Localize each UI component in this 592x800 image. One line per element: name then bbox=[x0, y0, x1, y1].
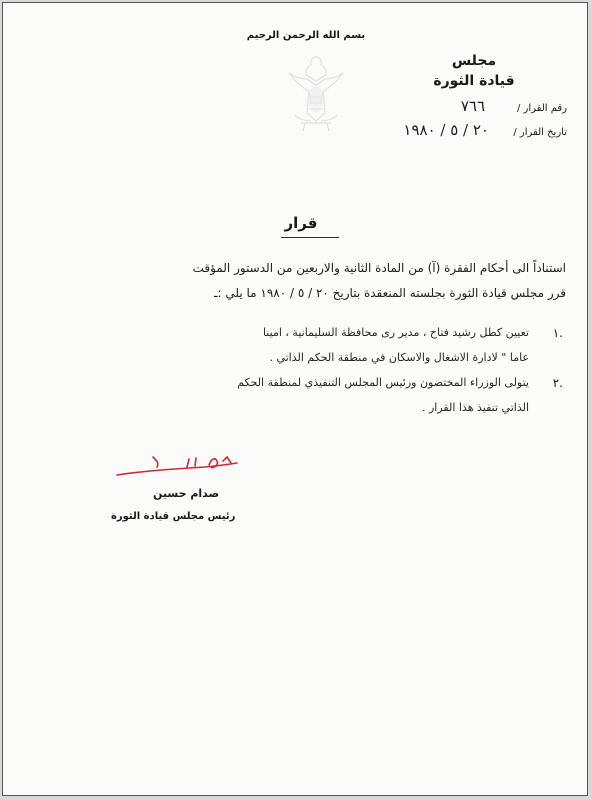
basmala: بسم الله الرحمن الرحيم bbox=[246, 30, 366, 41]
emblem-icon bbox=[281, 51, 351, 135]
council-line-2: قيادة الثورة bbox=[433, 73, 515, 89]
item-1-line-1: تعيين كطل رشيد فتاح ، مدير رى محافظة السليمانية ، امينا bbox=[262, 326, 529, 339]
signatory-name: صدام حسين bbox=[153, 487, 220, 500]
council-header bbox=[429, 51, 519, 91]
title-underline bbox=[281, 237, 339, 238]
item-2-line-2: الذاتي تنفيذ هذا القرار . bbox=[421, 401, 529, 414]
decision-date-value: ٢٠ / ٥ / ١٩٨٠ bbox=[403, 121, 489, 139]
item-2-number: ٢. bbox=[552, 376, 563, 390]
item-2-line-1: يتولى الوزراء المختصون ورئيس المجلس التنفيذي لمنطقة الحكم bbox=[237, 376, 529, 389]
document-page bbox=[3, 3, 589, 797]
signature-scribble-icon bbox=[113, 453, 243, 483]
preamble-line-1: استناداً الى أحكام الفقرة (آ) من المادة الثانية والاربعين من الدستور المؤقت bbox=[192, 261, 566, 275]
document-title: قرار bbox=[284, 214, 318, 232]
decision-number-label: رقم القرار / bbox=[517, 103, 567, 114]
signatory-title: رئيس مجلس قيادة الثورة bbox=[111, 511, 236, 522]
document-frame bbox=[2, 2, 588, 796]
item-1-line-2: عاما " لادارة الاشغال والاسكان في منطقة الحكم الذاتي . bbox=[269, 351, 529, 364]
council-line-1: مجلس bbox=[451, 53, 497, 69]
item-1-number: ١. bbox=[552, 326, 563, 340]
preamble-line-2: قرر مجلس قيادة الثورة بجلسته المنعقدة بتاريخ ٢٠ / ٥ / ١٩٨٠ ما يلي :ـ bbox=[213, 286, 566, 300]
decision-number-value: ٧٦٦ bbox=[460, 97, 485, 115]
decision-date-label: تاريخ القرار / bbox=[513, 127, 567, 138]
